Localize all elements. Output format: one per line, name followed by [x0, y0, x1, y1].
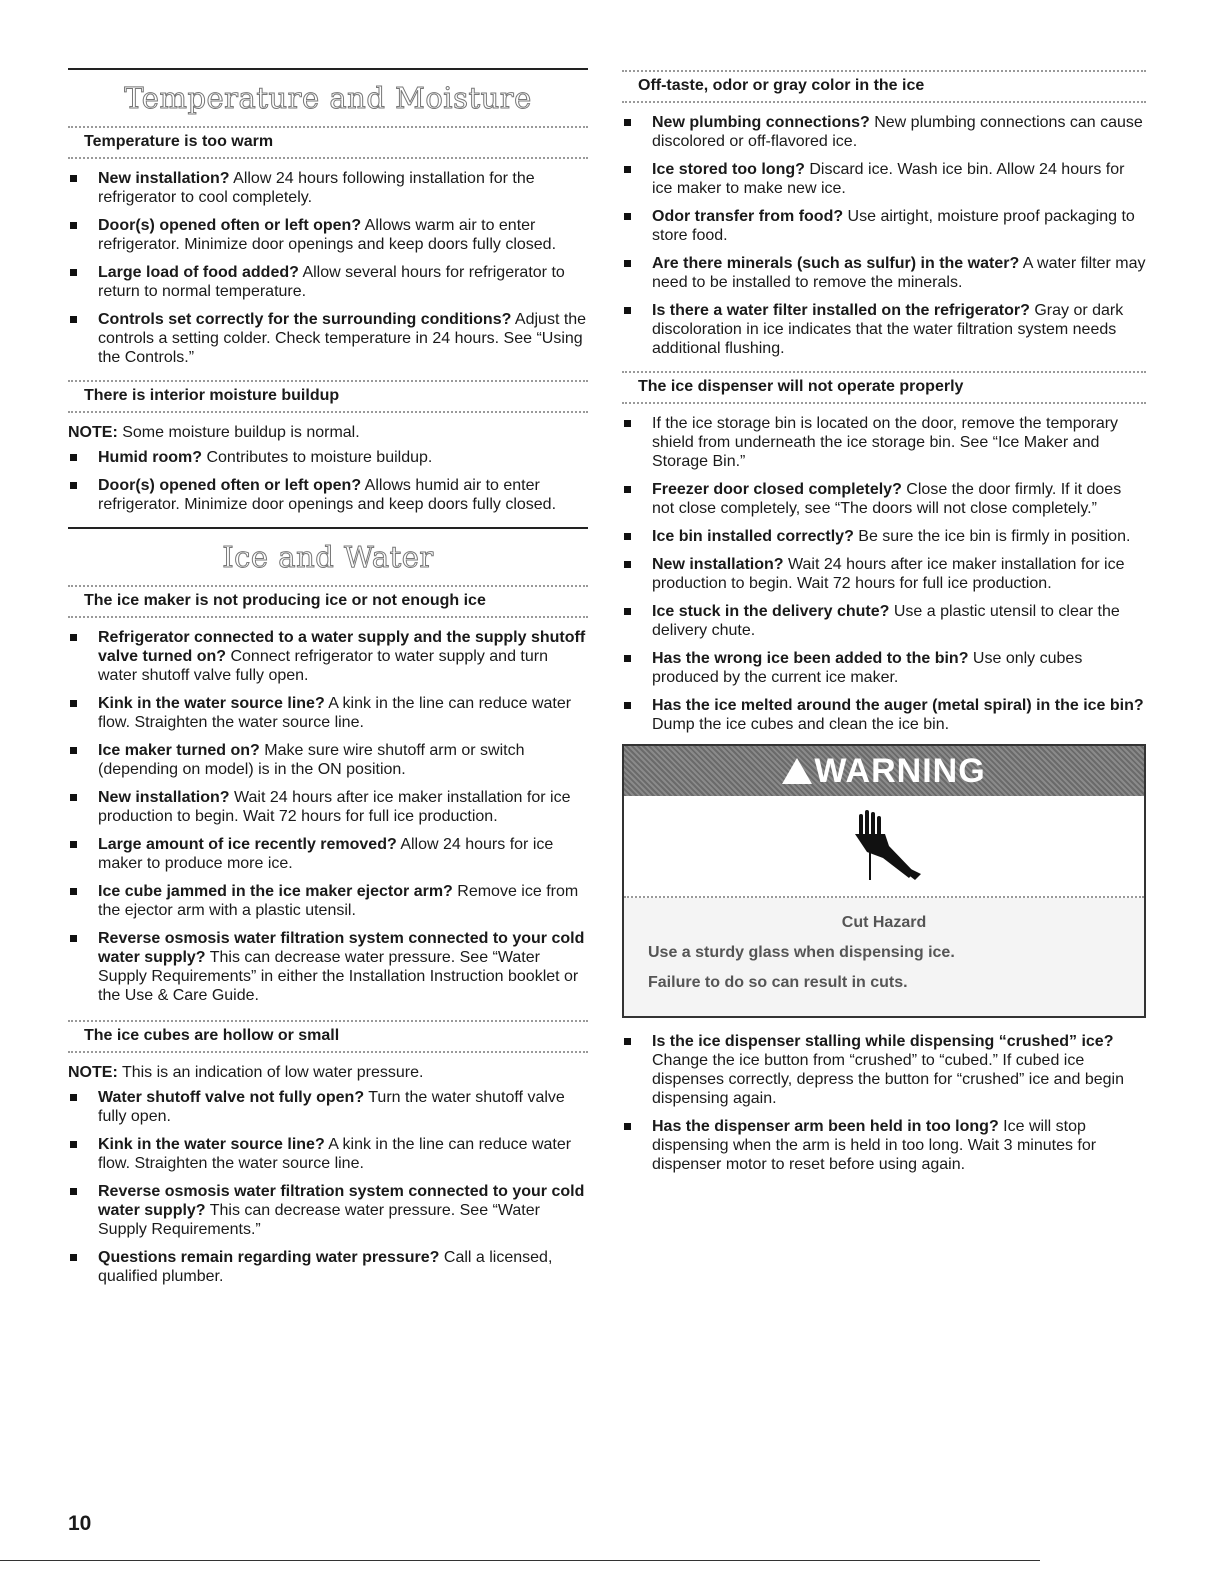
page-number: 10: [68, 1512, 92, 1535]
item-answer: Connect refrigerator to water supply and turn water shutoff valve fully open.: [98, 648, 548, 684]
section-rule: [68, 527, 588, 529]
item-question: New plumbing connections?: [652, 114, 870, 131]
item-answer: Wait 24 hours after ice maker installation for ice production to begin. Wait 72 hours for full ice production.: [652, 556, 1125, 592]
bullet-icon: [624, 1038, 631, 1045]
bullet-icon: [624, 608, 631, 615]
item-question: Reverse osmosis water filtration system connected to your cold water supply?: [98, 1183, 585, 1219]
item-answer: Allow 24 hours following installation for the refrigerator to cool completely.: [98, 170, 535, 206]
item-answer: Discard ice. Wash ice bin. Allow 24 hours for ice maker to make new ice.: [652, 161, 1125, 197]
item-answer: Gray or dark discoloration in ice indicates that the water filtration system needs additional flushing.: [652, 302, 1124, 357]
item-answer: Call a licensed, qualified plumber.: [98, 1249, 553, 1285]
item-answer: Adjust the controls a setting colder. Check temperature in 24 hours. See “Using the Controls.”: [98, 311, 587, 366]
list-item: [622, 555, 1146, 593]
item-question: New installation?: [652, 556, 784, 573]
item-answer: Wait 24 hours after ice maker installation for ice production to begin. Wait 72 hours for full ice production.: [98, 789, 571, 825]
item-answer: Turn the water shutoff valve fully open.: [98, 1089, 565, 1125]
item-answer: This can decrease water pressure. See “Water Supply Requirements” in either the Installation Instruction booklet or the Use & Care Guide.: [98, 949, 579, 1004]
bullet-icon: [70, 316, 77, 323]
bullet-icon: [70, 634, 77, 641]
list-item: [68, 1182, 588, 1239]
bullet-icon: [624, 166, 631, 173]
list-item: [622, 602, 1146, 640]
item-question: Door(s) opened often or left open?: [98, 217, 362, 234]
item-question: Large load of food added?: [98, 264, 299, 281]
bullet-icon: [624, 702, 631, 709]
bullet-icon: [70, 222, 77, 229]
item-question: Ice cube jammed in the ice maker ejector arm?: [98, 883, 453, 900]
item-question: Are there minerals (such as sulfur) in the water?: [652, 255, 1020, 272]
list-dispenser: [622, 414, 1146, 734]
section-title-ice: Ice and Water: [222, 540, 434, 574]
item-question: Water shutoff valve not fully open?: [98, 1089, 365, 1106]
item-question: Controls set correctly for the surrounding conditions?: [98, 311, 512, 328]
note-moisture: NOTE: Some moisture buildup is normal.: [68, 424, 360, 441]
item-answer: Use only cubes produced by the current ice maker.: [652, 650, 1083, 686]
section-rule: [68, 68, 588, 70]
list-item: [68, 216, 588, 254]
item-question: Is there a water filter installed on the refrigerator?: [652, 302, 1030, 319]
bullet-icon: [70, 482, 77, 489]
item-answer: Ice will stop dispensing when the arm is held in too long. Wait 3 minutes for dispenser motor to reset before using again.: [652, 1118, 1097, 1173]
bullet-icon: [624, 533, 631, 540]
list-item: [68, 628, 588, 685]
list-item: [68, 929, 588, 1005]
item-answer: Allows humid air to enter refrigerator. Minimize door openings and keep doors fully closed.: [98, 477, 557, 513]
item-question: Kink in the water source line?: [98, 1136, 325, 1153]
list-item: [622, 207, 1146, 245]
subhead-moisture: There is interior moisture buildup: [68, 380, 588, 413]
bullet-icon: [624, 420, 631, 427]
item-answer: Allow 24 hours for ice maker to produce more ice.: [98, 836, 554, 872]
list-not-producing: [68, 628, 588, 1005]
list-item: [68, 448, 588, 467]
bullet-icon: [70, 1141, 77, 1148]
item-answer: A kink in the line can reduce water flow. Straighten the water source line.: [98, 695, 572, 731]
list-item: [68, 694, 588, 732]
item-question: Ice bin installed correctly?: [652, 528, 854, 545]
list-item: [622, 254, 1146, 292]
bullet-icon: [70, 1094, 77, 1101]
item-question: Humid room?: [98, 449, 202, 466]
note-hollow: NOTE: This is an indication of low water pressure.: [68, 1064, 424, 1081]
item-answer: A kink in the line can reduce water flow. Straighten the water source line.: [98, 1136, 572, 1172]
list-item: [622, 160, 1146, 198]
item-question: Door(s) opened often or left open?: [98, 477, 362, 494]
item-question: Reverse osmosis water filtration system connected to your cold water supply?: [98, 930, 585, 966]
bullet-icon: [70, 794, 77, 801]
bullet-icon: [70, 454, 77, 461]
list-item: [622, 1032, 1146, 1108]
bullet-icon: [70, 841, 77, 848]
bottom-rule: [0, 1560, 1040, 1561]
list-item: [68, 263, 588, 301]
item-answer: Use a plastic utensil to clear the delivery chute.: [652, 603, 1120, 639]
subhead-hollow: The ice cubes are hollow or small: [68, 1020, 588, 1053]
list-item: [68, 1135, 588, 1173]
list-hollow: [68, 1088, 588, 1286]
bullet-icon: [70, 175, 77, 182]
item-question: Has the wrong ice been added to the bin?: [652, 650, 969, 667]
list-item: [622, 301, 1146, 358]
list-item: [622, 649, 1146, 687]
bullet-icon: [624, 655, 631, 662]
bullet-icon: [70, 888, 77, 895]
item-question: Large amount of ice recently removed?: [98, 836, 397, 853]
item-answer: Dump the ice cubes and clean the ice bin.: [652, 716, 950, 733]
list-item: [622, 480, 1146, 518]
list-offtaste: [622, 113, 1146, 358]
item-answer: New plumbing connections can cause discolored or off-flavored ice.: [652, 114, 1143, 150]
warning-line-2: Failure to do so can result in cuts.: [648, 974, 908, 991]
bullet-icon: [624, 1123, 631, 1130]
subhead-dispenser: The ice dispenser will not operate properly: [622, 371, 1146, 404]
bullet-icon: [624, 119, 631, 126]
warning-banner: [624, 746, 1144, 796]
list-item: [68, 1248, 588, 1286]
list-item: [68, 310, 588, 367]
bullet-icon: [70, 700, 77, 707]
list-moisture: [68, 448, 588, 514]
item-question: New installation?: [98, 789, 230, 806]
warning-body: [624, 898, 1144, 1016]
item-answer: Close the door firmly. If it does not close completely, see “The doors will not close completely.”: [652, 481, 1122, 517]
subhead-not-producing: The ice maker is not producing ice or not enough ice: [68, 585, 588, 618]
item-question: Ice maker turned on?: [98, 742, 260, 759]
bullet-icon: [624, 561, 631, 568]
bullet-icon: [624, 307, 631, 314]
list-item: [622, 1117, 1146, 1174]
bullet-icon: [70, 1188, 77, 1195]
item-question: Ice stored too long?: [652, 161, 805, 178]
item-answer: If the ice storage bin is located on the door, remove the temporary shield from underneath the ice storage bin. See “Ice Maker and Storage Bin.”: [652, 415, 1119, 470]
list-item: [68, 476, 588, 514]
right-column: [622, 0, 1146, 1183]
item-answer: Be sure the ice bin is firmly in position.: [853, 528, 1131, 545]
item-question: Odor transfer from food?: [652, 208, 844, 225]
list-item: [68, 788, 588, 826]
item-answer: Allows warm air to enter refrigerator. Minimize door openings and keep doors fully closed.: [98, 217, 557, 253]
item-answer: Make sure wire shutoff arm or switch (depending on model) is in the ON position.: [98, 742, 525, 778]
item-question: Refrigerator connected to a water supply and the supply shutoff valve turned on?: [98, 629, 586, 665]
item-answer: Remove ice from the ejector arm with a plastic utensil.: [98, 883, 579, 919]
list-too-warm: [68, 169, 588, 367]
item-question: New installation?: [98, 170, 230, 187]
warning-line-1: Use a sturdy glass when dispensing ice.: [648, 944, 955, 961]
item-question: Questions remain regarding water pressure?: [98, 1249, 440, 1266]
item-question: Ice stuck in the delivery chute?: [652, 603, 890, 620]
bullet-icon: [70, 935, 77, 942]
bullet-icon: [624, 213, 631, 220]
item-answer: Change the ice button from “crushed” to “cubed.” If cubed ice dispenses correctly, depress the button for “crushed” ice and begin dispensing again.: [652, 1052, 1124, 1107]
bullet-icon: [70, 747, 77, 754]
warning-triangle-icon: [782, 758, 812, 784]
item-answer: Use airtight, moisture proof packaging to store food.: [652, 208, 1135, 244]
item-answer: Contributes to moisture buildup.: [202, 449, 433, 466]
cut-hand-icon: [624, 796, 1144, 898]
item-question: Has the dispenser arm been held in too long?: [652, 1118, 999, 1135]
list-item: [622, 113, 1146, 151]
list-item: [68, 741, 588, 779]
item-question: Kink in the water source line?: [98, 695, 325, 712]
bullet-icon: [70, 1254, 77, 1261]
item-answer: Allow several hours for refrigerator to return to normal temperature.: [98, 264, 565, 300]
item-question: Has the ice melted around the auger (metal spiral) in the ice bin?: [652, 697, 1144, 714]
item-answer: A water filter may need to be installed to remove the minerals.: [652, 255, 1146, 291]
list-dispenser-continued: [622, 1032, 1146, 1174]
warning-box: [622, 744, 1146, 1018]
list-item: [68, 835, 588, 873]
list-item: [622, 527, 1146, 546]
bullet-icon: [624, 260, 631, 267]
warning-hazard: Cut Hazard: [841, 914, 927, 931]
list-item: [68, 882, 588, 920]
left-column: [68, 0, 588, 1295]
subhead-offtaste: Off-taste, odor or gray color in the ice: [622, 70, 1146, 103]
bullet-icon: [70, 269, 77, 276]
section-title-temperature: Temperature and Moisture: [124, 81, 532, 115]
warning-label: WARNING: [814, 751, 986, 790]
item-question: Is the ice dispenser stalling while dispensing “crushed” ice?: [652, 1033, 1114, 1050]
item-question: Freezer door closed completely?: [652, 481, 902, 498]
list-item: [68, 169, 588, 207]
list-item: [622, 414, 1146, 471]
item-answer: This can decrease water pressure. See “Water Supply Requirements.”: [98, 1202, 540, 1238]
bullet-icon: [624, 486, 631, 493]
list-item: [622, 696, 1146, 734]
list-item: [68, 1088, 588, 1126]
subhead-too-warm: Temperature is too warm: [68, 126, 588, 159]
